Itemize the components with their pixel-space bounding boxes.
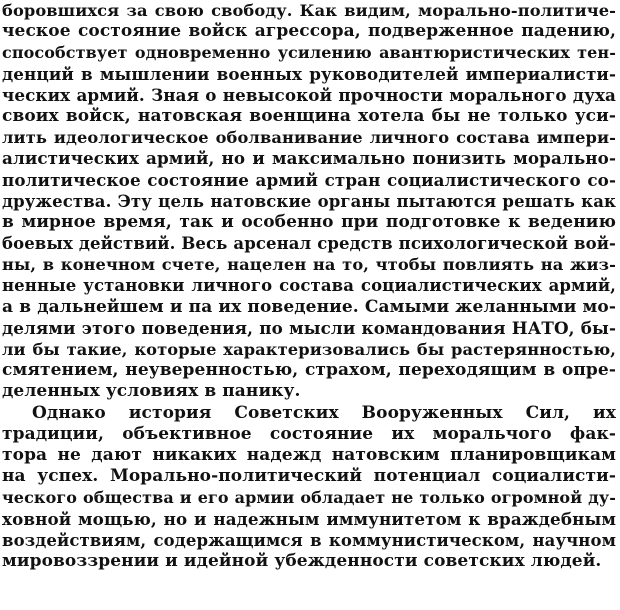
text-line: деленных условиях в панику. [2,381,301,402]
text-line: денций в мышлении военных руководителей империалисти- [2,63,616,84]
text-line: ховной мощью, но и надежным иммунитетом к враждебным [2,508,616,529]
text-line: ческого общества и его армии обладает не только огромной ду- [2,488,616,508]
text-line: лить идеологическое оболванивание личного состава импери- [2,128,616,148]
text-line: ны, в конечном счете, нацелен на то, чтобы повлиять на жиз- [2,255,616,275]
text-line: способствует одновременно усилению авантюристических тен- [2,43,616,63]
text-line: Однако история Советских Вооруженных Сил, их [32,402,616,423]
text-line: своих войск, натовская военщина хотела бы не только уси- [2,105,616,126]
text-line: а в дальнейшем и па их поведение. Самыми желанными мо- [2,296,616,317]
text-line: традиции, объективное состояние их моральчого фак- [2,423,616,444]
text-line: делями этого поведения, по мысли командования НАТО, бы- [2,317,616,338]
text-line: ческих армий. Зная о невысокой прочности морального духа [2,84,616,105]
text-line: боевых действий. Весь арсенал средств психологической вой- [2,234,616,254]
text-line: в мирное время, так и особенно при подготовке к ведению [2,211,616,232]
text-line: на успех. Морально-политический потенциал социалисти- [2,466,616,487]
text-line: смятением, неуверенностью, страхом, переходящим в опре- [2,360,616,381]
text-line: ли бы такие, которые характеризовались бы растерянностью, [2,340,616,359]
text-line: ческое состояние войск агрессора, подверженное падению, [2,21,616,42]
text-line: алистических армий, но и максимально понизить морально- [2,148,616,169]
text-line: дружества. Эту цель натовские органы пытаются решать как [2,191,616,211]
text-line: ненные установки личного состава социалистических армий, [2,276,616,296]
body-text [2,0,616,572]
paragraph-1 [2,0,616,403]
text-line: воздействиям, содержащимся в коммунистическом, научном [2,530,616,550]
text-line: мировоззрении и идейной убежденности советских людей. [2,550,602,571]
text-line: политическое состояние армий стран социалистического со- [2,169,616,190]
text-line: боровшихся за свою свободу. Как видим, морально-политиче- [2,1,616,20]
text-line: тора не дают никаких надежд натовским планировщикам [2,444,616,465]
paragraph-2 [2,403,616,573]
